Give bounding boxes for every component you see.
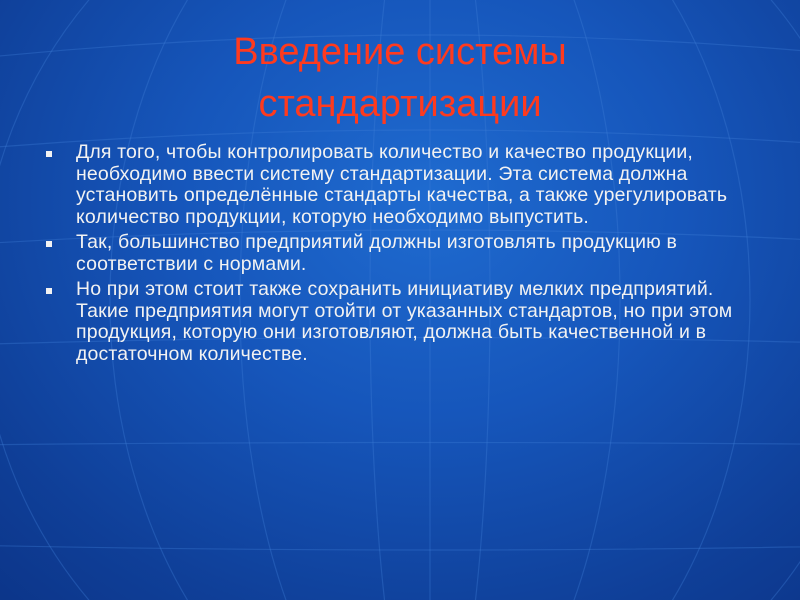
square-bullet-icon xyxy=(46,241,52,247)
bullet-text: Но при этом стоит также сохранить инициативу мелких предприятий. Такие предприятия могут отойти от указанных стандартов, но при этом продукция, которую они изготовляют, должна быть качественной и в достаточном количестве. xyxy=(76,278,733,365)
bullet-text: Так, большинство предприятий должны изготовлять продукцию в соответствии с нормами. xyxy=(76,231,678,275)
square-bullet-icon xyxy=(46,151,52,157)
slide-title-line-2: стандартизации xyxy=(258,83,542,125)
bullet-list xyxy=(44,142,764,369)
slide-title xyxy=(0,26,800,130)
slide-title-line-1: Введение системы xyxy=(233,31,567,73)
square-bullet-icon xyxy=(46,288,52,294)
bullet-item xyxy=(44,232,764,275)
bullet-item xyxy=(44,142,764,228)
bullet-text: Для того, чтобы контролировать количество и качество продукции, необходимо ввести систему стандартизации. Эта система должна установить определённые стандарты качества, а также урегулировать количество продукции, которую необходимо выпустить. xyxy=(76,141,728,228)
bullet-item xyxy=(44,279,764,365)
